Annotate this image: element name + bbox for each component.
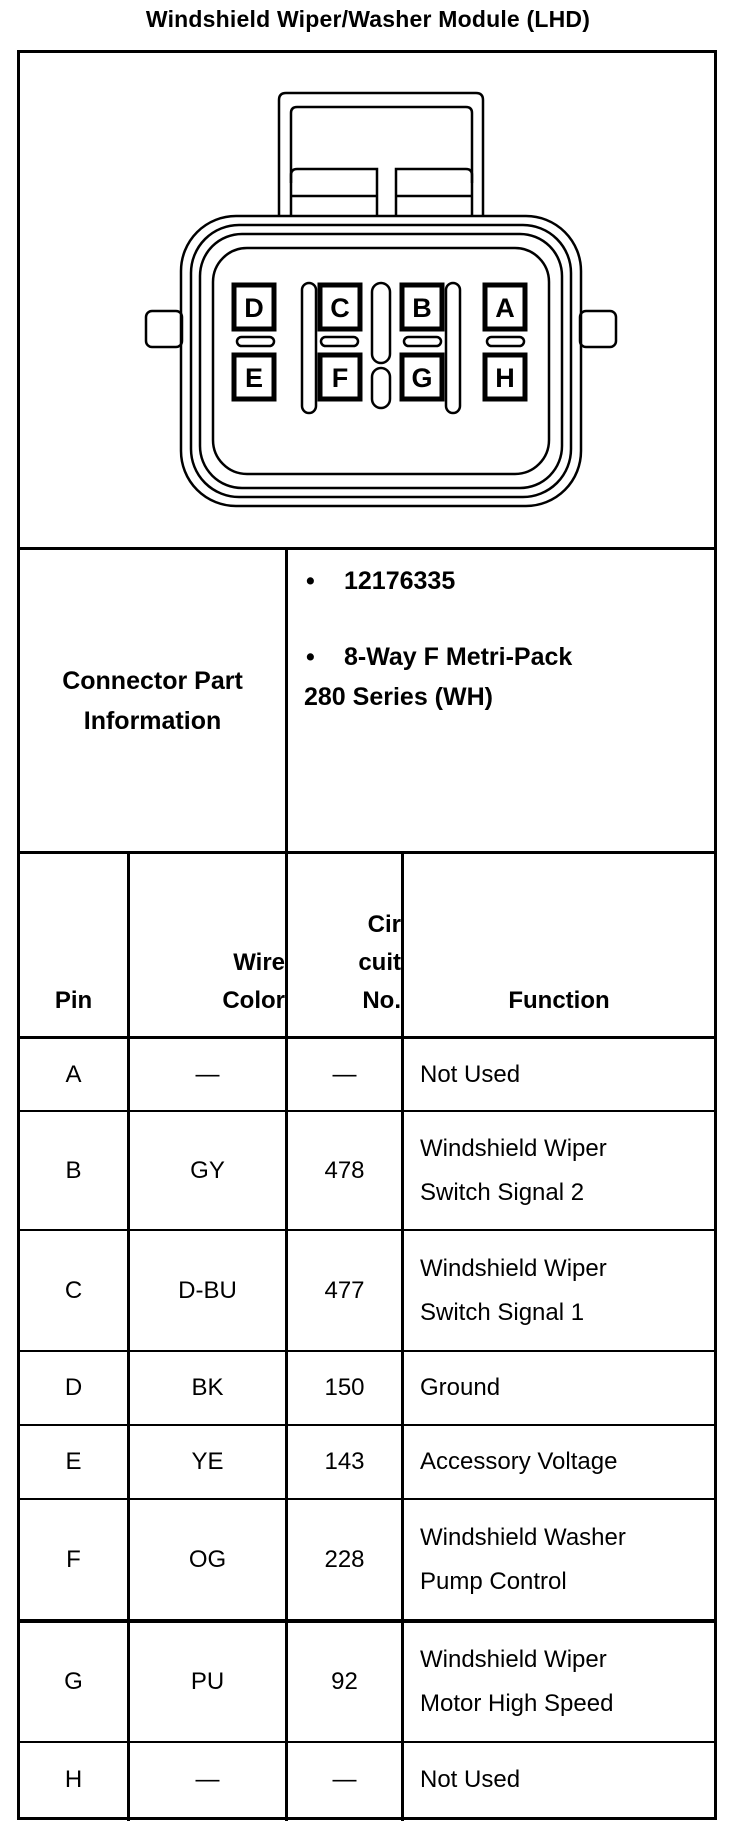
table-row-c-function: Windshield Wiper Switch Signal 1 — [420, 1254, 607, 1326]
header-wire-color: Wire Color — [222, 949, 285, 1014]
connector-description-line2: 280 Series (WH) — [304, 683, 493, 711]
table-row-g-pin: G — [64, 1668, 83, 1695]
connector-info-label-line2: Information — [83, 706, 222, 735]
pin-label-b: B — [412, 293, 432, 323]
left-tab — [146, 311, 182, 347]
table-row-b-function: Windshield Wiper Switch Signal 2 — [420, 1134, 607, 1206]
table-row-d-circuit: 150 — [324, 1374, 365, 1401]
pin-label-h: H — [495, 363, 515, 393]
table-row-e-circuit: 143 — [324, 1448, 365, 1475]
table-row-f-color: OG — [188, 1545, 227, 1573]
header-circuit-no: Cir cuit No. — [358, 911, 401, 1014]
table-row-b-color: GY — [190, 1156, 225, 1184]
connector-info-label-line1: Connector Part — [62, 666, 243, 695]
slot — [404, 337, 441, 346]
table-row-g-circuit: 92 — [331, 1668, 358, 1695]
table-row-f-function: Windshield Washer Pump Control — [420, 1523, 626, 1595]
table-row-h-function: Not Used — [420, 1766, 521, 1793]
bullet-icon: • — [306, 567, 315, 595]
slot — [487, 337, 524, 346]
table-row-d-function: Ground — [420, 1374, 501, 1401]
pin-label-f: F — [331, 363, 349, 393]
table-row-c-circuit: 477 — [324, 1276, 365, 1304]
connector-latch — [279, 93, 483, 216]
center-key — [372, 283, 390, 363]
table-row-e-function: Accessory Voltage — [420, 1448, 618, 1475]
table-row-e-pin: E — [65, 1448, 82, 1475]
table-row-a-pin: A — [65, 1060, 82, 1088]
pin-label-a: A — [495, 293, 515, 323]
table-row-f-pin: F — [66, 1545, 81, 1573]
right-tab — [580, 311, 616, 347]
header-pin: Pin — [54, 987, 93, 1014]
connector-diagram — [20, 53, 714, 548]
part-number: 12176335 — [344, 567, 456, 595]
table-row-g-color: PU — [190, 1668, 225, 1695]
table-row-d-color: BK — [191, 1374, 224, 1401]
table-row-a-function: Not Used — [420, 1060, 521, 1088]
table-row-h-circuit: — — [332, 1766, 357, 1793]
bullet-icon: • — [306, 643, 315, 671]
table-row-b-circuit: 478 — [324, 1156, 365, 1184]
table-row-e-color: YE — [191, 1448, 224, 1475]
table-row-c-pin: C — [64, 1276, 83, 1304]
connector-description-line1: 8-Way F Metri-Pack — [344, 643, 573, 671]
pin-cavities-bottom — [234, 355, 525, 399]
table-row-c-color: D-BU — [178, 1276, 237, 1304]
slot — [321, 337, 358, 346]
table-row-b-pin: B — [65, 1156, 82, 1184]
divider-bar — [302, 283, 316, 413]
page-title: Windshield Wiper/Washer Module (LHD) — [145, 6, 591, 32]
center-key — [372, 368, 390, 408]
pin-label-d: D — [244, 293, 264, 323]
table-row-h-color: — — [195, 1766, 220, 1793]
table-row-h-pin: H — [64, 1766, 83, 1793]
table-row-a-circuit: — — [332, 1060, 357, 1088]
pin-label-c: C — [330, 293, 350, 323]
divider-bar — [446, 283, 460, 413]
table-row-f-circuit: 228 — [324, 1545, 365, 1573]
table-row-a-color: — — [195, 1060, 220, 1088]
connector-info-label — [20, 550, 285, 851]
connector-housing — [181, 216, 581, 506]
table-row-g-function: Windshield Wiper Motor High Speed — [420, 1646, 614, 1717]
header-function: Function — [508, 987, 610, 1014]
pin-cavities-top — [234, 285, 525, 329]
pin-label-e: E — [244, 363, 264, 393]
slot — [237, 337, 274, 346]
table-row-d-pin: D — [64, 1374, 83, 1401]
pin-label-g: G — [411, 363, 433, 393]
